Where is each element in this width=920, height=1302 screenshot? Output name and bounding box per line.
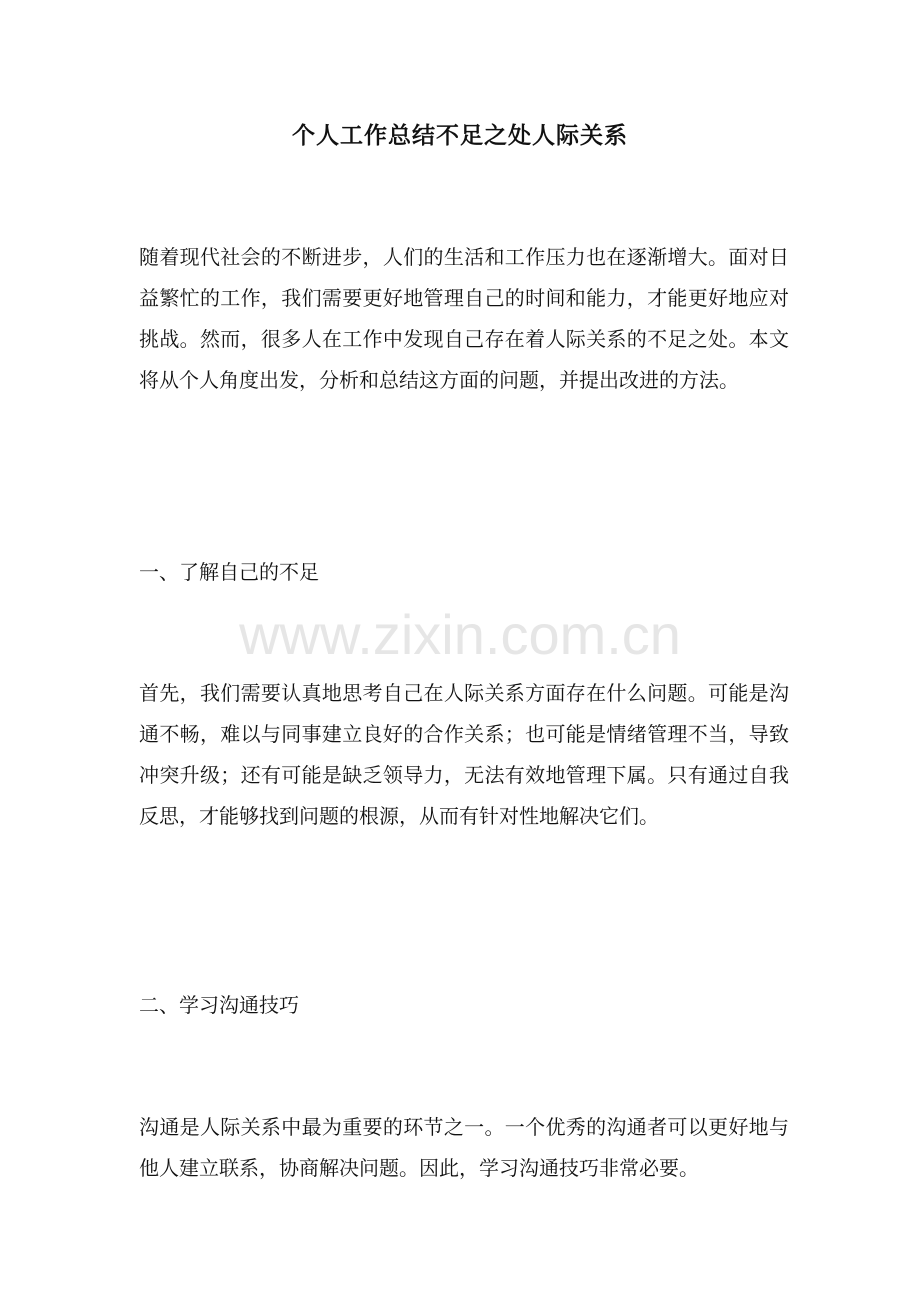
document-title: 个人工作总结不足之处人际关系 <box>292 122 628 149</box>
watermark-text: www.zixin.com.cn <box>239 603 681 666</box>
section-heading-1: 一、了解自己的不足 <box>139 560 319 584</box>
section-heading-2: 二、学习沟通技巧 <box>139 993 299 1017</box>
intro-paragraph: 随着现代社会的不断进步，人们的生活和工作压力也在逐渐增大。面对日益繁忙的工作，我们需要更好地管理自己的时间和能力，才能更好地应对挑战。然而，很多人在工作中发现自己存在着人际关系的不足之处。本文将从个人角度出发，分析和总结这方面的问题，并提出改进的方法。 <box>139 245 789 392</box>
section-paragraph-1: 首先，我们需要认真地思考自己在人际关系方面存在什么问题。可能是沟通不畅，难以与同事建立良好的合作关系；也可能是情绪管理不当，导致冲突升级；还有可能是缺乏领导力，无法有效地管理下属。只有通过自我反思，才能够找到问题的根源，从而有针对性地解决它们。 <box>139 681 789 828</box>
section-paragraph-2: 沟通是人际关系中最为重要的环节之一。一个优秀的沟通者可以更好地与他人建立联系，协商解决问题。因此，学习沟通技巧非常必要。 <box>139 1115 789 1180</box>
